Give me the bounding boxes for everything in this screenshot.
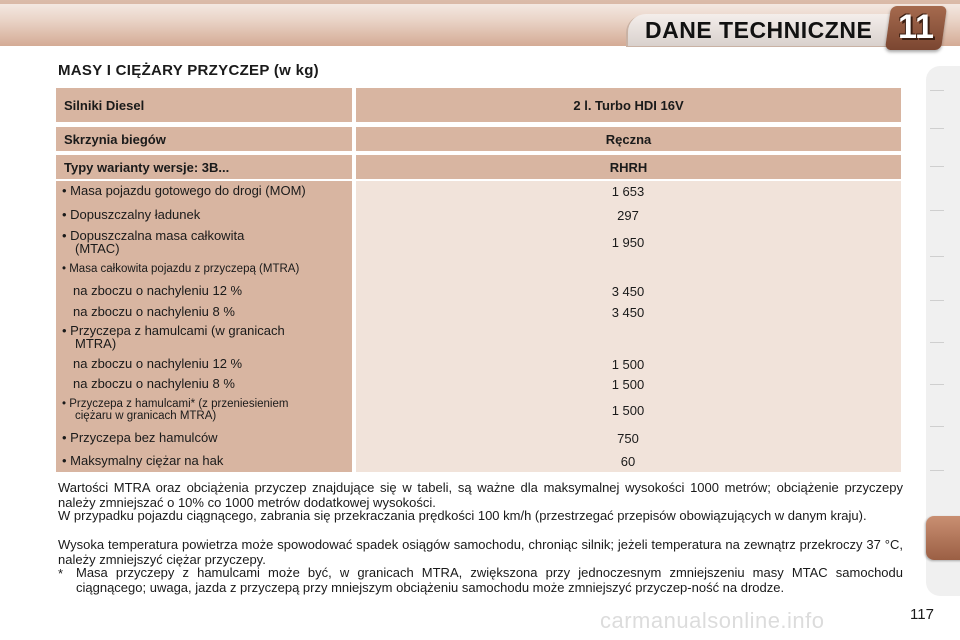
table-row-label-continued: MTRA) [75, 336, 117, 351]
table-row-label: • Dopuszczalny ładunek [62, 207, 201, 222]
side-tab-divider [930, 426, 944, 427]
table-row-value: 1 950 [611, 235, 645, 250]
footnote-marker: * [58, 566, 64, 581]
table-body-values-column [356, 181, 901, 472]
page-number: 117 [910, 606, 934, 623]
table-row-label-continued: (MTAC) [75, 241, 120, 256]
table-row-label: • Przyczepa bez hamulców [62, 430, 218, 445]
table-row-value: 1 500 [611, 357, 645, 372]
table-row-label: na zboczu o nachyleniu 8 % [73, 376, 235, 391]
page-title: DANE TECHNICZNE [645, 17, 873, 43]
side-tab-active-chapter[interactable] [926, 516, 960, 560]
table-row-value: 1 653 [611, 184, 645, 199]
side-tab-divider [930, 300, 944, 301]
note-paragraph-speed: W przypadku pojazdu ciągnącego, zabrania się przekraczania prędkości 100 km/h (przestrzegać przepisów obowiązujących w danym kraju). [58, 508, 867, 523]
side-tab-divider [930, 342, 944, 343]
side-tab-divider [930, 210, 944, 211]
table-row-value: 1 500 [611, 377, 645, 392]
note-paragraph-temperature: Wysoka temperatura powietrza może spowodować spadek osiągów samochodu, chroniąc silnik; jeżeli temperatura na zewnątrz przekroczy 37 °C, należy zmniejszyć ciężar przyczepy. [58, 537, 903, 567]
footnote-text: Masa przyczepy z hamulcami może być, w granicach MTRA, zwiększona przy jednoczesnym zmniejszeniu masy MTAC samochodu ciągnącego; uwaga, jazda z przyczepą przy mniejszym obciążeniu samochodu może zmniejszyć przyczep-ność na drodze. [76, 565, 903, 595]
table-row-label: • Przyczepa z hamulcami (w granicach [62, 323, 285, 338]
table-row-value: 3 450 [611, 305, 645, 320]
table-row-label: • Dopuszczalna masa całkowita [62, 228, 245, 243]
table-header-gearbox-value: Ręczna [356, 127, 901, 151]
table-header-engine-value: 2 l. Turbo HDI 16V [356, 88, 901, 122]
chapter-number: 11 [898, 8, 934, 46]
table-row-label: • Masa całkowita pojazdu z przyczepą (MTRA) [62, 263, 300, 275]
watermark: carmanualsonline.info [600, 608, 825, 633]
side-tab-divider [930, 384, 944, 385]
table-row-label: na zboczu o nachyleniu 8 % [73, 304, 235, 319]
side-tab-divider [930, 128, 944, 129]
table-row-value: 297 [617, 208, 639, 223]
table-row-label: na zboczu o nachyleniu 12 % [73, 283, 243, 298]
table-row-value: 1 500 [611, 403, 645, 418]
table-row-label: na zboczu o nachyleniu 12 % [73, 356, 243, 371]
table-header-engine-label: Silniki Diesel [56, 88, 352, 122]
table-row-label: • Przyczepa z hamulcami* (z przeniesieniem [62, 398, 289, 410]
side-tab-divider [930, 90, 944, 91]
section-title: MASY I CIĘŻARY PRZYCZEP (w kg) [58, 62, 319, 79]
table-header-type-label: Typy warianty wersje: 3B... [56, 155, 352, 179]
table-header-type-value: RHRH [356, 155, 901, 179]
side-tab-divider [930, 256, 944, 257]
table-row-label: • Masa pojazdu gotowego do drogi (MOM) [62, 183, 306, 198]
table-row-value: 3 450 [611, 284, 645, 299]
side-tab-divider [930, 470, 944, 471]
side-tab-divider [930, 166, 944, 167]
table-row-value: 750 [617, 431, 639, 446]
note-paragraph-altitude: Wartości MTRA oraz obciążenia przyczep znajdujące się w tabeli, są ważne dla maksymalnej wysokości 1000 metrów; obciążenie przyczepy należy zmniejszać o 10% co 1000 metrów dodatkowej wysokości. [58, 480, 903, 510]
table-row-label-continued: ciężaru w granicach MTRA) [75, 410, 217, 422]
table-header-gearbox-label: Skrzynia biegów [56, 127, 352, 151]
table-row-label: • Maksymalny ciężar na hak [62, 453, 224, 468]
table-row-value: 60 [620, 454, 636, 469]
